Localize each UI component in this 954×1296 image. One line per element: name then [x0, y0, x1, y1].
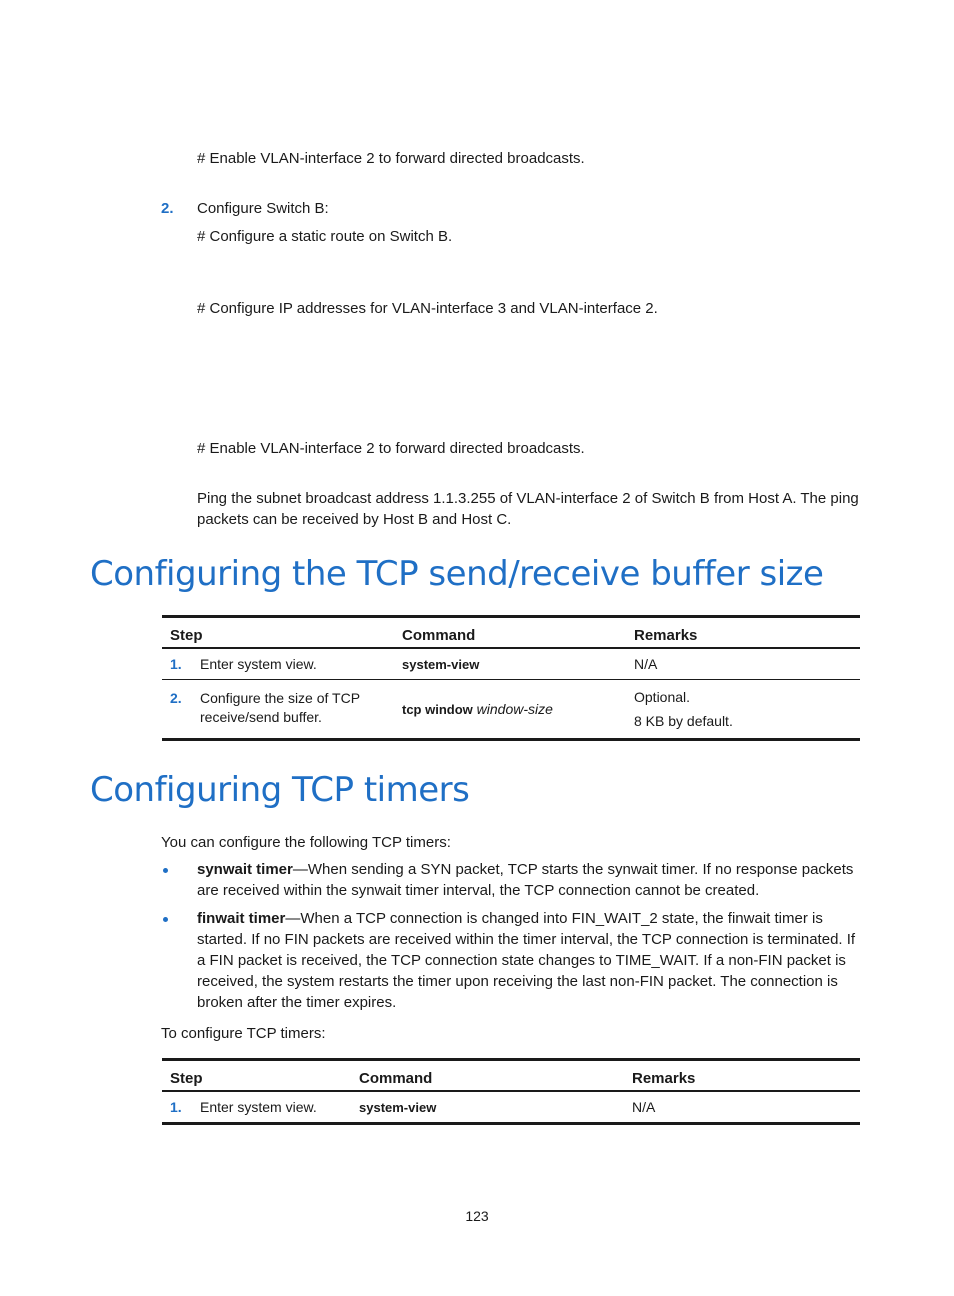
header-remarks: Remarks [626, 617, 860, 649]
command-keyword: tcp window [402, 701, 473, 717]
tcp-timers-table [162, 1058, 860, 1125]
remarks-cell: N/A [626, 648, 860, 680]
to-configure-text: To configure TCP timers: [161, 1025, 326, 1042]
remarks-line: Optional. [634, 689, 691, 705]
table-header-row [162, 617, 860, 649]
bullet-dot-icon [163, 868, 168, 873]
bullet-text: —When sending a SYN packet, TCP starts the synwait timer. If no response packets are received within the synwait timer interval, the TCP connection cannot be created. [197, 861, 854, 899]
bullet-term: finwait timer [197, 910, 286, 927]
comment-line: # Enable VLAN-interface 2 to forward directed broadcasts. [197, 440, 585, 457]
header-step: Step [162, 617, 394, 649]
bullet-item [197, 859, 865, 901]
step-number: 1. [170, 1098, 182, 1115]
step-cell [162, 1091, 351, 1124]
step-cell [162, 648, 394, 680]
comment-line: # Configure a static route on Switch B. [197, 228, 453, 245]
ping-paragraph: Ping the subnet broadcast address 1.1.3.255 of VLAN-interface 2 of Switch B from Host A. The ping packets can be received by Host B and Host C. [197, 490, 859, 528]
command-cell [394, 680, 626, 740]
intro-text: You can configure the following TCP timers: [161, 834, 451, 851]
step-text: Configure Switch B: [197, 200, 329, 217]
step-label: Enter system view. [200, 655, 317, 672]
command-keyword: system-view [402, 656, 480, 672]
header-remarks: Remarks [624, 1060, 860, 1092]
remarks-cell: N/A [632, 1098, 656, 1115]
bullet-term: synwait timer [197, 861, 293, 878]
remarks-line: 8 KB by default. [634, 713, 733, 729]
step-number: 1. [170, 655, 182, 672]
comment-line: # Enable VLAN-interface 2 to forward directed broadcasts. [197, 150, 585, 167]
command-keyword: system-view [359, 1099, 437, 1115]
step-cell [162, 680, 394, 740]
command-argument: window-size [476, 700, 553, 717]
step-label: Configure the size of TCP receive/send buffer. [200, 690, 360, 725]
comment-line: # Configure IP addresses for VLAN-interface 3 and VLAN-interface 2. [197, 300, 658, 317]
command-cell [394, 648, 626, 680]
bullet-dot-icon [163, 917, 168, 922]
remarks-cell [626, 680, 860, 740]
step-label: Enter system view. [200, 1098, 317, 1115]
table-row [162, 648, 860, 680]
header-step: Step [162, 1060, 351, 1092]
section-title: Configuring the TCP send/receive buffer size [90, 554, 824, 594]
step-number: 2. [161, 200, 174, 217]
page-number: 123 [465, 1208, 489, 1224]
step-number: 2. [170, 690, 182, 706]
command-cell [351, 1091, 624, 1124]
table-row [162, 680, 860, 740]
table-header-row [162, 1060, 860, 1092]
buffer-size-table [162, 615, 860, 741]
bullet-item [197, 908, 865, 1013]
table-row [162, 1091, 860, 1124]
section-title: Configuring TCP timers [90, 770, 470, 810]
header-command: Command [394, 617, 626, 649]
header-command: Command [351, 1060, 624, 1092]
bullet-text: —When a TCP connection is changed into FIN_WAIT_2 state, the finwait timer is started. If no FIN packets are received within the timer interval, the TCP connection is terminated. If a FIN packet is received, the TCP connection state changes to TIME_WAIT. If a non-FIN packet is received, the system restarts the timer upon receiving the last non-FIN packet. The connection is broken after the timer expires. [197, 910, 856, 1011]
